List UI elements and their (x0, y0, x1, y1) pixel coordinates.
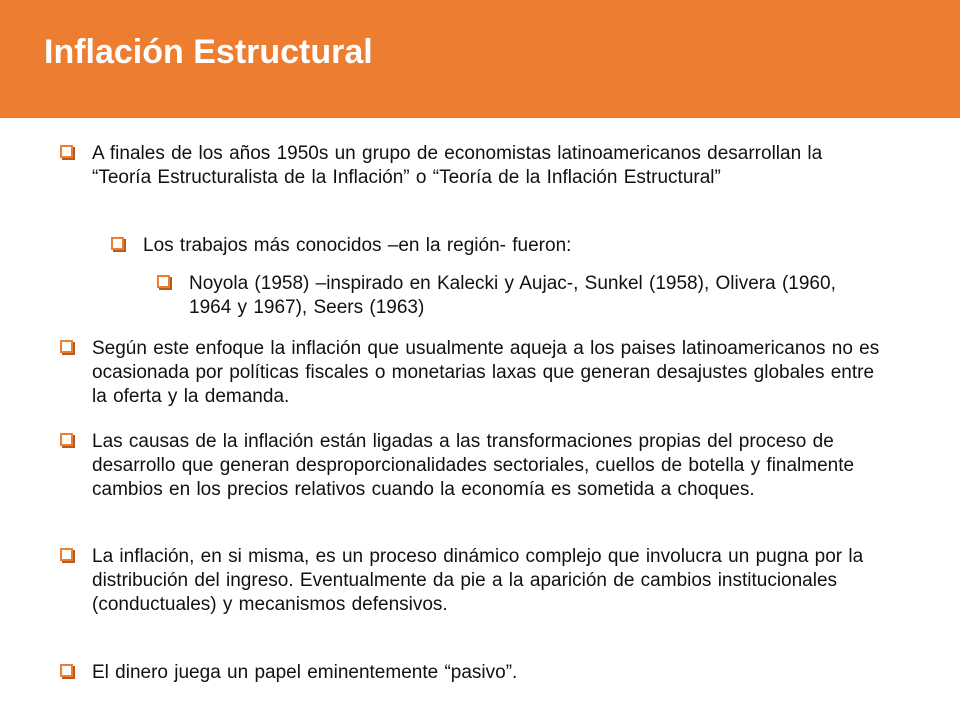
bullet-text: A finales de los años 1950s un grupo de economistas latinoamericanos desarrollan la “Teoría Estructuralista de la Inflación” o “Teoría de la Inflación Estructural” (92, 143, 823, 188)
hollow-square-bullet-icon (60, 340, 73, 353)
bullet-item-5 (92, 430, 882, 502)
bullet-text: Las causas de la inflación están ligadas a las transformaciones propias del proceso de desarrollo que generan desproporcionalidades sectoriales, cuellos de botella y finalmente cambios en los precios relativos cuando la economía es sometida a choques. (92, 431, 855, 500)
bullet-item-1 (92, 142, 882, 190)
hollow-square-bullet-icon (60, 145, 73, 158)
hollow-square-bullet-icon (111, 237, 124, 250)
bullet-text: Según este enfoque la inflación que usualmente aqueja a los paises latinoamericanos no es ocasionada por políticas fiscales o monetarias laxas que generan desajustes globales entre la oferta y la demanda. (92, 338, 880, 407)
bullet-text: Noyola (1958) –inspirado en Kalecki y Aujac-, Sunkel (1958), Olivera (1960, 1964 y 1967), Seers (1963) (189, 273, 836, 318)
hollow-square-bullet-icon (60, 548, 73, 561)
hollow-square-bullet-icon (60, 433, 73, 446)
bullet-text: El dinero juega un papel eminentemente “pasivo”. (92, 662, 518, 683)
bullet-item-6 (92, 545, 882, 617)
hollow-square-bullet-icon (157, 275, 170, 288)
bullet-item-7 (92, 661, 882, 685)
slide-title: Inflación Estructural (44, 33, 373, 71)
bullet-item-2 (143, 234, 883, 258)
hollow-square-bullet-icon (60, 664, 73, 677)
bullet-item-3 (189, 272, 849, 320)
bullet-text: La inflación, en si misma, es un proceso dinámico complejo que involucra un pugna por la distribución del ingreso. Eventualmente da pie a la aparición de cambios institucionales (conductuales) y mecanismos defensivos. (92, 546, 864, 615)
bullet-text: Los trabajos más conocidos –en la región- fueron: (143, 235, 572, 256)
bullet-item-4 (92, 337, 882, 409)
